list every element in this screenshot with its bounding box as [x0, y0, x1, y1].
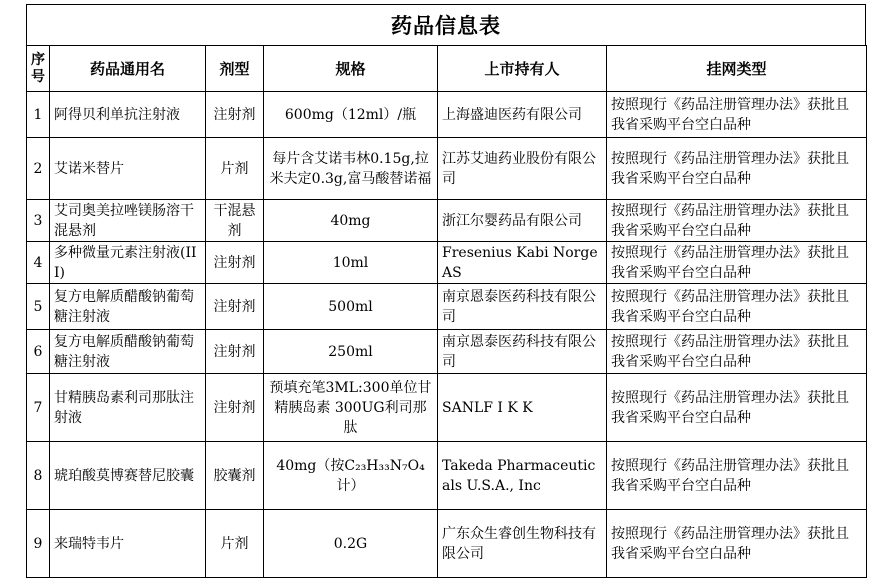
- cell-seq: 2: [27, 138, 50, 200]
- cell-type: 按照现行《药品注册管理办法》获批且我省采购平台空白品种: [607, 510, 867, 578]
- header-form: 剂型: [206, 46, 264, 92]
- table-row: [27, 442, 867, 510]
- cell-spec: 10ml: [264, 242, 438, 284]
- cell-form: 注射剂: [206, 242, 264, 284]
- cell-seq: 3: [27, 200, 50, 242]
- cell-name: 来瑞特韦片: [50, 510, 206, 578]
- cell-name: 阿得贝利单抗注射液: [50, 92, 206, 138]
- cell-type: 按照现行《药品注册管理办法》获批且我省采购平台空白品种: [607, 200, 867, 242]
- cell-form: 注射剂: [206, 330, 264, 374]
- cell-holder: 广东众生睿创生物科技有限公司: [438, 510, 607, 578]
- header-holder: 上市持有人: [438, 46, 607, 92]
- header-type: 挂网类型: [607, 46, 867, 92]
- cell-form: 注射剂: [206, 374, 264, 442]
- table-row: [27, 330, 867, 374]
- cell-spec: 0.2G: [264, 510, 438, 578]
- table-row: [27, 284, 867, 330]
- table-row: [27, 92, 867, 138]
- cell-spec: 预填充笔3ML:300单位甘精胰岛素 300UG利司那肽: [264, 374, 438, 442]
- cell-seq: 5: [27, 284, 50, 330]
- cell-holder: 浙江尔婴药品有限公司: [438, 200, 607, 242]
- table-row: [27, 242, 867, 284]
- cell-form: 注射剂: [206, 284, 264, 330]
- cell-form: 片剂: [206, 510, 264, 578]
- header-seq: 序号: [27, 46, 50, 92]
- cell-name: 琥珀酸莫博赛替尼胶囊: [50, 442, 206, 510]
- cell-seq: 7: [27, 374, 50, 442]
- table-row: [27, 200, 867, 242]
- cell-spec: 40mg（按C₂₃H₃₃N₇O₄计）: [264, 442, 438, 510]
- cell-spec: 250ml: [264, 330, 438, 374]
- cell-spec: 40mg: [264, 200, 438, 242]
- header-row: [27, 46, 867, 92]
- cell-name: 甘精胰岛素利司那肽注射液: [50, 374, 206, 442]
- cell-holder: 上海盛迪医药有限公司: [438, 92, 607, 138]
- cell-holder: Fresenius Kabi Norge AS: [438, 242, 607, 284]
- cell-spec: 500ml: [264, 284, 438, 330]
- cell-holder: Takeda Pharmaceuticals U.S.A., Inc: [438, 442, 607, 510]
- cell-holder: 江苏艾迪药业股份有限公司: [438, 138, 607, 200]
- table-title: 药品信息表: [26, 4, 866, 46]
- cell-holder: SANLF I K K: [438, 374, 607, 442]
- table-row: [27, 510, 867, 578]
- cell-name: 复方电解质醋酸钠葡萄糖注射液: [50, 330, 206, 374]
- cell-form: 片剂: [206, 138, 264, 200]
- cell-type: 按照现行《药品注册管理办法》获批且我省采购平台空白品种: [607, 442, 867, 510]
- table-row: [27, 374, 867, 442]
- cell-type: 按照现行《药品注册管理办法》获批且我省采购平台空白品种: [607, 284, 867, 330]
- cell-form: 胶囊剂: [206, 442, 264, 510]
- cell-type: 按照现行《药品注册管理办法》获批且我省采购平台空白品种: [607, 374, 867, 442]
- cell-seq: 1: [27, 92, 50, 138]
- cell-type: 按照现行《药品注册管理办法》获批且我省采购平台空白品种: [607, 92, 867, 138]
- cell-spec: 每片含艾诺韦林0.15g,拉米夫定0.3g,富马酸替诺福: [264, 138, 438, 200]
- cell-seq: 6: [27, 330, 50, 374]
- cell-spec: 600mg（12ml）/瓶: [264, 92, 438, 138]
- cell-name: 复方电解质醋酸钠葡萄糖注射液: [50, 284, 206, 330]
- cell-form: 干混悬剂: [206, 200, 264, 242]
- header-spec: 规格: [264, 46, 438, 92]
- cell-seq: 8: [27, 442, 50, 510]
- table-row: [27, 138, 867, 200]
- cell-holder: 南京恩泰医药科技有限公司: [438, 330, 607, 374]
- cell-name: 艾诺米替片: [50, 138, 206, 200]
- cell-name: 多种微量元素注射液(III): [50, 242, 206, 284]
- cell-holder: 南京恩泰医药科技有限公司: [438, 284, 607, 330]
- cell-type: 按照现行《药品注册管理办法》获批且我省采购平台空白品种: [607, 138, 867, 200]
- cell-seq: 4: [27, 242, 50, 284]
- drug-table: [26, 45, 867, 578]
- cell-name: 艾司奥美拉唑镁肠溶干混悬剂: [50, 200, 206, 242]
- header-name: 药品通用名: [50, 46, 206, 92]
- cell-seq: 9: [27, 510, 50, 578]
- cell-form: 注射剂: [206, 92, 264, 138]
- cell-type: 按照现行《药品注册管理办法》获批且我省采购平台空白品种: [607, 330, 867, 374]
- cell-type: 按照现行《药品注册管理办法》获批且我省采购平台空白品种: [607, 242, 867, 284]
